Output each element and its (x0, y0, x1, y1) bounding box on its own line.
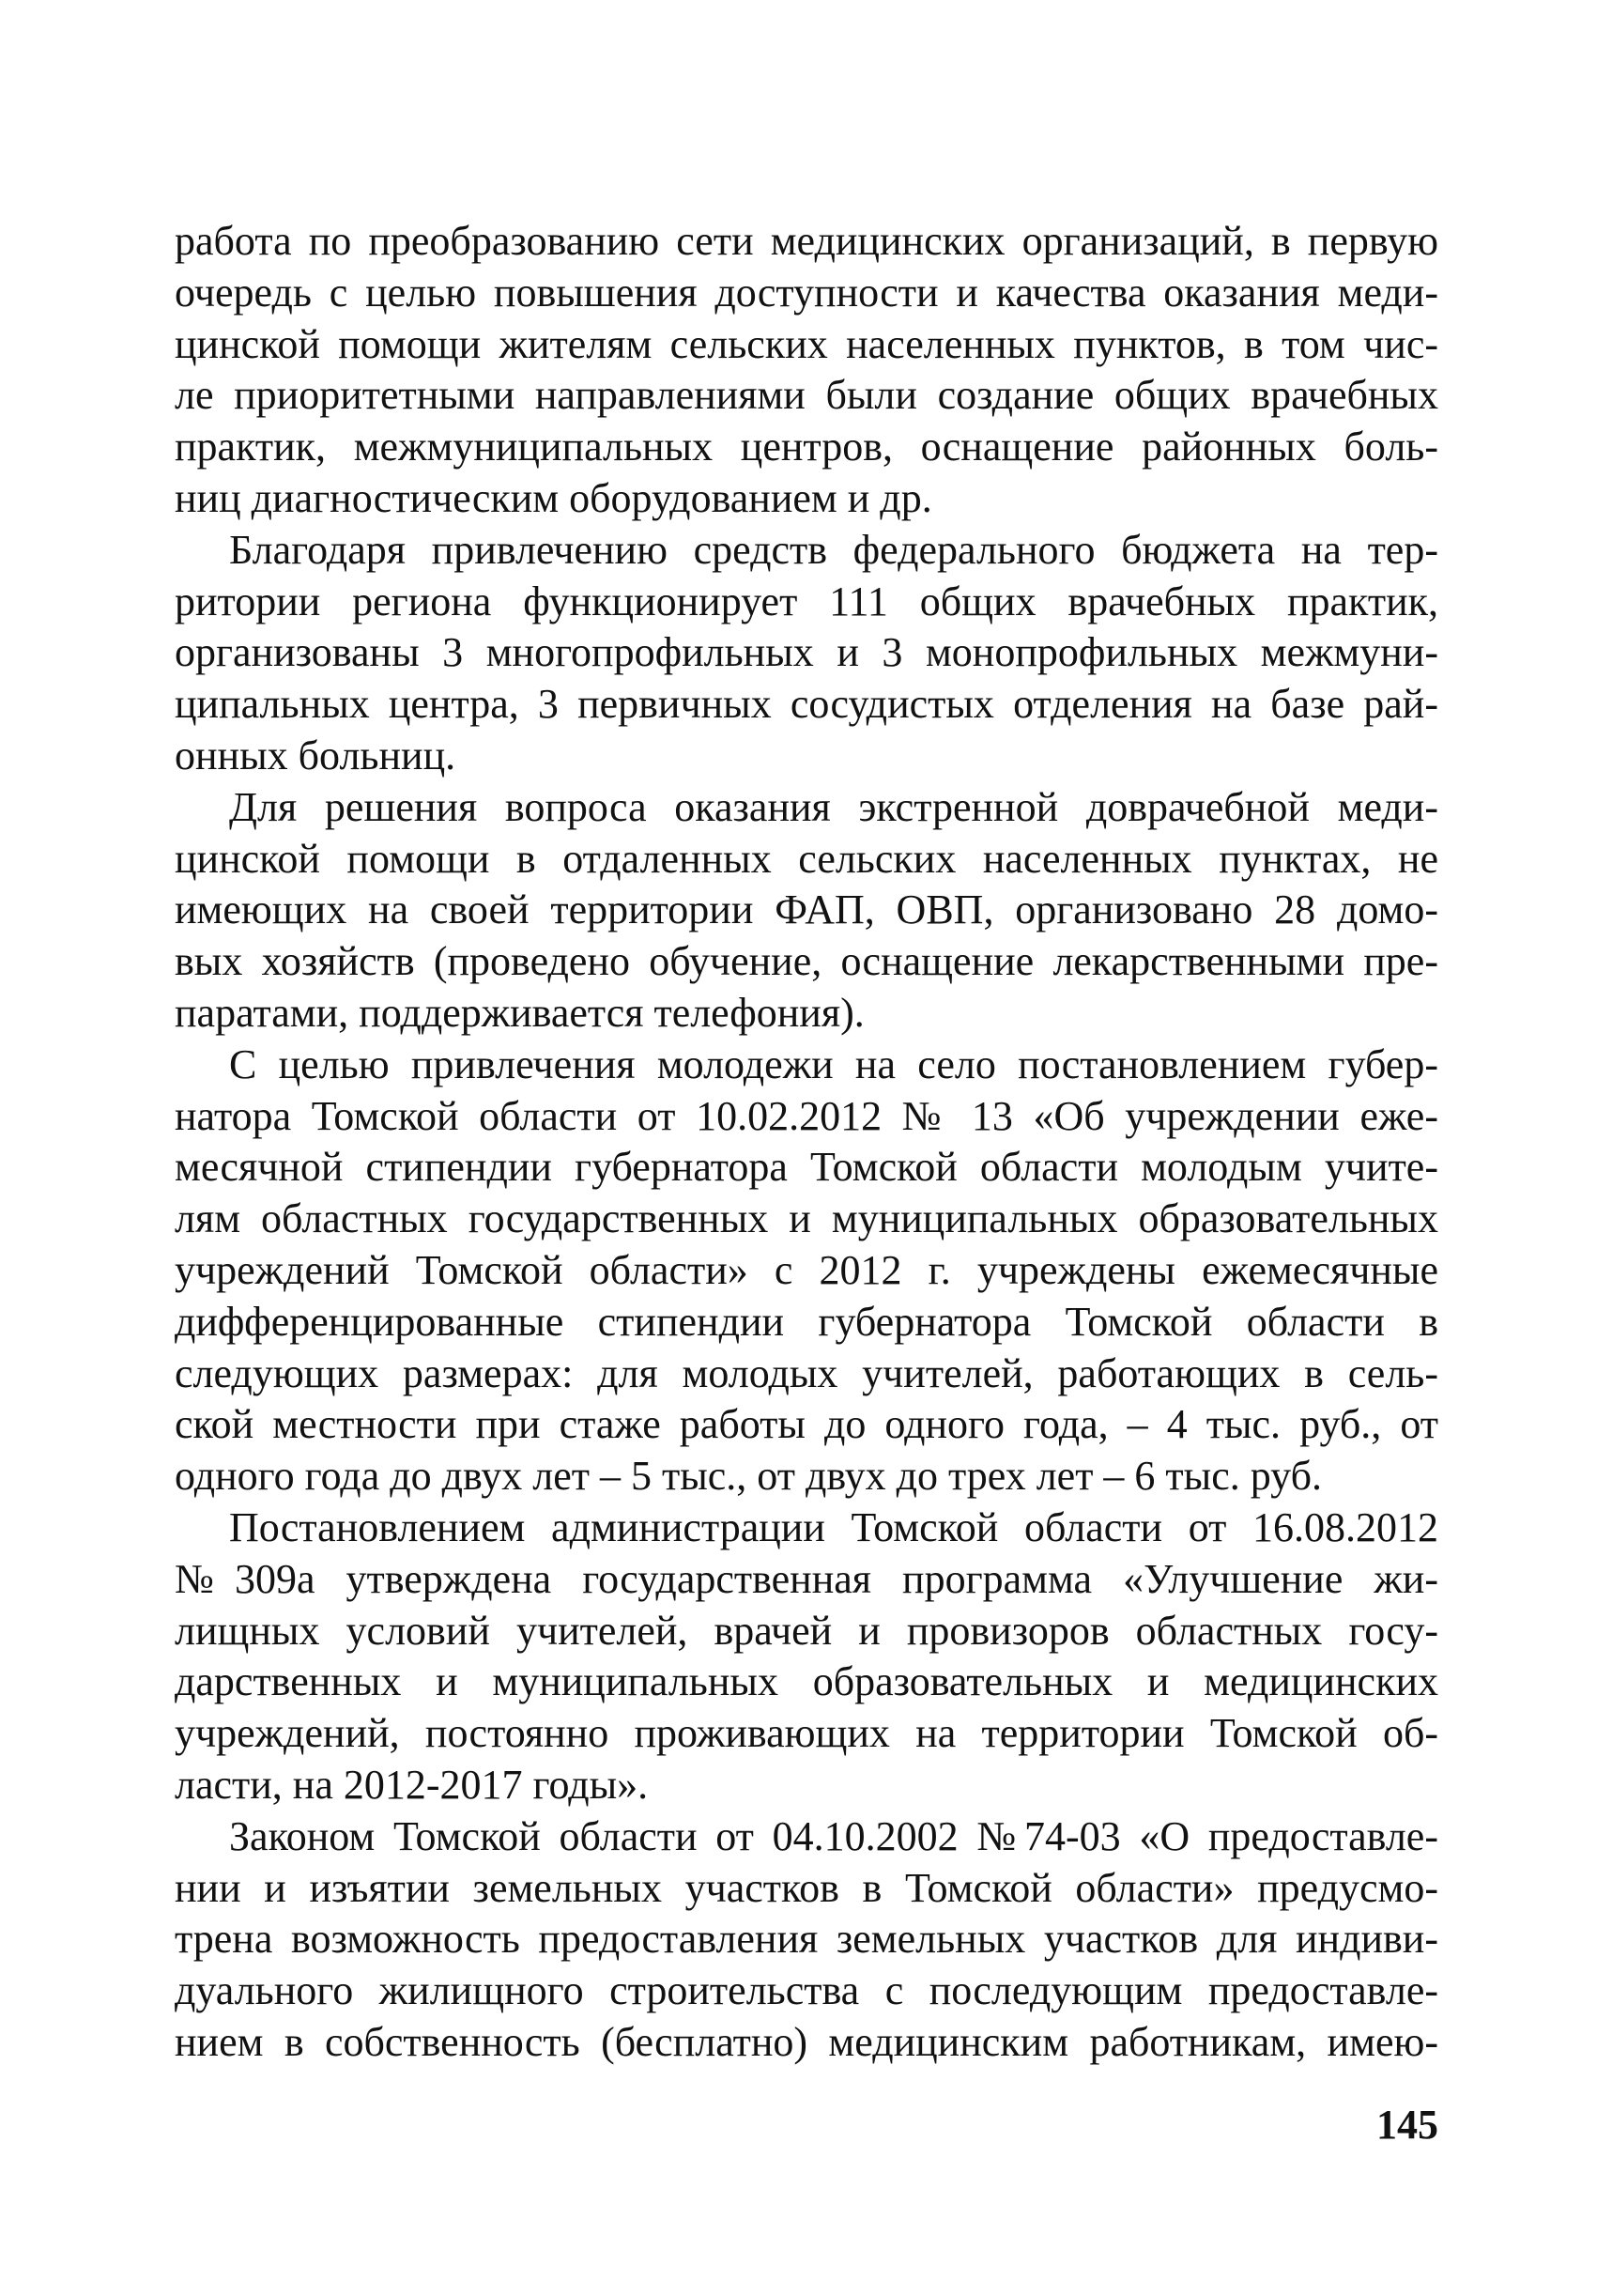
text-line: ципальных центра, 3 первичных сосудистых отделения на базе рай- (175, 681, 1438, 728)
text-line: очередь с целью повышения доступности и качества оказания меди- (175, 269, 1438, 316)
text-line: практик, межмуниципальных центров, оснащение районных боль- (175, 424, 1438, 470)
text-line: дифференцированные стипендии губернатора Томской области в (175, 1298, 1438, 1345)
paragraph-start-line: Законом Томской области от 04.10.2002 №74-03 «О предоставле- (229, 1812, 1438, 1859)
text-line: учреждений, постоянно проживающих на территории Томской об- (175, 1710, 1438, 1757)
text-line: имеющих на своей территории ФАП, ОВП, организовано 28 домо- (175, 886, 1438, 933)
paragraph-start-line: Для решения вопроса оказания экстренной доврачебной меди- (229, 783, 1438, 830)
text-line: дарственных и муниципальных образовательных и медицинских (175, 1658, 1438, 1705)
text-line: работа по преобразованию сети медицинских организаций, в первую (175, 218, 1438, 264)
paragraph-start-line: Благодаря привлечению средств федерального бюджета на тер- (229, 526, 1438, 573)
text-line: ритории региона функционирует 111 общих врачебных практик, (175, 578, 1438, 624)
page-number: 145 (1376, 2102, 1438, 2148)
text-line: дуального жилищного строительства с последующим предоставле- (175, 1967, 1438, 2014)
text-line: ле приоритетными направлениями были создание общих врачебных (175, 372, 1438, 419)
text-line: одного года до двух лет – 5 тыс., от двух до трех лет – 6 тыс. руб. (175, 1453, 1322, 1500)
text-line: вых хозяйств (проведено обучение, оснащение лекарственными пре- (175, 938, 1438, 985)
paragraph-start-line: Постановлением администрации Томской области от 16.08.2012 (229, 1503, 1438, 1550)
text-line: цинской помощи жителям сельских населенных пунктов, в том чис- (175, 320, 1438, 367)
text-line: месячной стипендии губернатора Томской области молодым учите- (175, 1144, 1438, 1191)
text-line: лищных условий учителей, врачей и провизоров областных госу- (175, 1607, 1438, 1654)
text-line: цинской помощи в отдаленных сельских населенных пунктах, не (175, 835, 1438, 882)
text-line: трена возможность предоставления земельных участков для индиви- (175, 1916, 1438, 1963)
text-line: учреждений Томской области» с 2012 г. учреждены ежемесячные (175, 1246, 1438, 1293)
text-line: ниц диагностическим оборудованием и др. (175, 474, 932, 521)
text-line: ской местности при стаже работы до одного года, – 4 тыс. руб., от (175, 1401, 1438, 1448)
text-line: №309а утверждена государственная программа «Улучшение жи- (175, 1555, 1438, 1602)
paragraph-start-line: С целью привлечения молодежи на село постановлением губер- (229, 1040, 1438, 1087)
text-line: натора Томской области от 10.02.2012 № 13 «Об учреждении еже- (175, 1092, 1438, 1139)
text-line: организованы 3 многопрофильных и 3 монопрофильных межмуни- (175, 629, 1438, 676)
body-text (175, 216, 1438, 2069)
text-line: нием в собственность (бесплатно) медицинским работникам, имею- (175, 2018, 1438, 2065)
text-line: следующих размерах: для молодых учителей, работающих в сель- (175, 1349, 1438, 1396)
text-line: паратами, поддерживается телефония). (175, 989, 865, 1036)
text-line: ласти, на 2012-2017 годы». (175, 1761, 649, 1808)
text-line: онных больниц. (175, 732, 456, 778)
text-line: нии и изъятии земельных участков в Томской области» предусмо- (175, 1864, 1438, 1911)
text-line: лям областных государственных и муниципальных образовательных (175, 1195, 1438, 1242)
